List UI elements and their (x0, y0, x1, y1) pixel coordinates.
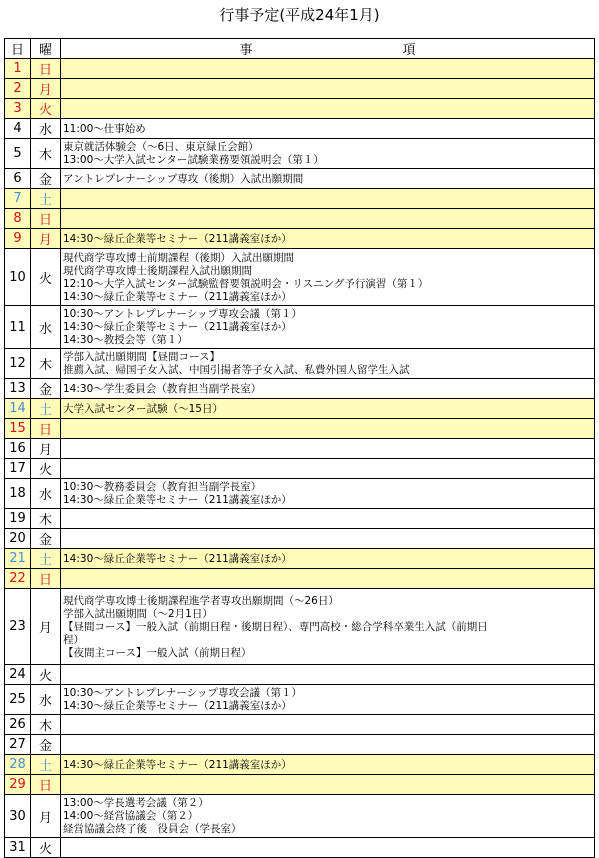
event-line: 14:30～緑丘企業等セミナー（211講義室ほか） (63, 552, 292, 565)
table-row (5, 795, 595, 838)
event-cell (61, 569, 595, 589)
weekday: 火 (31, 249, 61, 306)
weekday: 土 (31, 755, 61, 775)
event-line: 【昼間コース】一般入試（前期日程・後期日程）、専門高校・総合学科卒業生入試（前期日 (63, 620, 488, 633)
table-row (5, 755, 595, 775)
event-line: 推薦入試、帰国子女入試、中国引揚者等子女入試、私費外国人留学生入試 (63, 364, 410, 376)
event-line: 14:30～緑丘企業等セミナー（211講義室ほか） (63, 290, 292, 303)
event-line: 14:30～緑丘企業等セミナー（211講義室ほか） (63, 758, 292, 771)
day-number: 9 (5, 229, 31, 249)
event-cell (61, 99, 595, 119)
weekday: 月 (31, 439, 61, 459)
table-row (5, 589, 595, 665)
table-row (5, 569, 595, 589)
day-number: 30 (5, 795, 31, 838)
event-cell (61, 529, 595, 549)
weekday: 木 (31, 139, 61, 169)
event-cell (61, 775, 595, 795)
weekday: 水 (31, 685, 61, 715)
event-cell (61, 169, 595, 189)
event-line: 大学入試センター試験（～15日） (63, 402, 223, 415)
table-row (5, 79, 595, 99)
table-row (5, 189, 595, 209)
day-number: 10 (5, 249, 31, 306)
day-number: 5 (5, 139, 31, 169)
event-cell (61, 715, 595, 735)
day-number: 17 (5, 459, 31, 479)
table-row (5, 439, 595, 459)
table-row (5, 119, 595, 139)
weekday: 月 (31, 795, 61, 838)
day-number: 28 (5, 755, 31, 775)
table-row (5, 379, 595, 399)
day-number: 21 (5, 549, 31, 569)
table-row (5, 459, 595, 479)
event-cell (61, 685, 595, 715)
page-title: 行事予定(平成24年1月) (219, 6, 380, 24)
weekday: 金 (31, 169, 61, 189)
day-number: 22 (5, 569, 31, 589)
event-cell (61, 735, 595, 755)
schedule-table (4, 38, 595, 858)
weekday: 水 (31, 119, 61, 139)
event-cell (61, 79, 595, 99)
event-cell (61, 419, 595, 439)
table-row (5, 735, 595, 755)
event-line: 現代商学専攻博士後期課程入試出願期間 (63, 264, 252, 277)
event-cell (61, 189, 595, 209)
event-cell (61, 838, 595, 858)
event-line: 14:30～教授会等（第１） (63, 334, 188, 346)
day-number: 8 (5, 209, 31, 229)
day-number: 13 (5, 379, 31, 399)
event-cell (61, 379, 595, 399)
event-line: 11:00～仕事始め (63, 122, 146, 135)
header-day: 日 (5, 39, 31, 59)
day-number: 6 (5, 169, 31, 189)
event-line: 10:30～アントレプレナーシップ専攻会議（第１） (63, 687, 302, 699)
event-cell (61, 59, 595, 79)
weekday: 日 (31, 59, 61, 79)
event-line: 12:10～大学入試センター試験監督要領説明会・リスニング予行演習（第１） (63, 277, 429, 290)
weekday: 土 (31, 399, 61, 419)
day-number: 14 (5, 399, 31, 419)
event-line: 14:00～経営協議会（第２） (63, 810, 199, 822)
header-event-char-1: 事 (239, 43, 253, 58)
day-number: 29 (5, 775, 31, 795)
table-row (5, 139, 595, 169)
header-weekday: 曜 (31, 39, 61, 59)
weekday: 土 (31, 189, 61, 209)
day-number: 16 (5, 439, 31, 459)
event-line: 14:30～緑丘企業等セミナー（211講義室ほか） (63, 232, 292, 245)
event-line: アントレプレナーシップ専攻（後期）入試出願期間 (63, 172, 304, 185)
weekday: 水 (31, 306, 61, 349)
day-number: 19 (5, 509, 31, 529)
weekday: 火 (31, 838, 61, 858)
day-number: 23 (5, 589, 31, 665)
table-row (5, 399, 595, 419)
event-line: 程） (63, 633, 84, 646)
table-row (5, 838, 595, 858)
event-cell (61, 509, 595, 529)
weekday: 金 (31, 379, 61, 399)
event-line: 14:30～緑丘企業等セミナー（211講義室ほか） (63, 321, 292, 333)
day-number: 7 (5, 189, 31, 209)
event-cell (61, 306, 595, 349)
event-cell (61, 439, 595, 459)
table-row (5, 306, 595, 349)
table-row (5, 549, 595, 569)
event-line: 学部入試出願期間（～2月1日） (63, 607, 213, 620)
header-row (5, 39, 595, 59)
weekday: 月 (31, 589, 61, 665)
table-row (5, 479, 595, 509)
weekday: 日 (31, 569, 61, 589)
day-number: 24 (5, 665, 31, 685)
table-row (5, 775, 595, 795)
event-line: 10:30～教務委員会（教育担当副学長室） (63, 481, 262, 493)
table-row (5, 169, 595, 189)
event-cell (61, 795, 595, 838)
weekday: 火 (31, 665, 61, 685)
day-number: 2 (5, 79, 31, 99)
table-row (5, 685, 595, 715)
event-cell (61, 589, 595, 665)
event-line: 13:00～学長選考会議（第２） (63, 797, 209, 809)
event-line: 14:30～緑丘企業等セミナー（211講義室ほか） (63, 494, 292, 506)
event-line: 14:30～学生委員会（教育担当副学長室） (63, 382, 262, 395)
day-number: 31 (5, 838, 31, 858)
day-number: 12 (5, 349, 31, 379)
table-row (5, 99, 595, 119)
day-number: 11 (5, 306, 31, 349)
event-line: 現代商学専攻博士前期課程（後期）入試出願期間 (63, 251, 294, 264)
event-cell (61, 665, 595, 685)
day-number: 1 (5, 59, 31, 79)
table-row (5, 209, 595, 229)
event-line: 東京就活体験会（～6日、東京緑丘会館） (63, 141, 259, 153)
day-number: 27 (5, 735, 31, 755)
event-cell (61, 139, 595, 169)
event-cell (61, 349, 595, 379)
event-cell (61, 249, 595, 306)
event-cell (61, 755, 595, 775)
weekday: 日 (31, 419, 61, 439)
weekday: 木 (31, 715, 61, 735)
weekday: 金 (31, 529, 61, 549)
event-line: 現代商学専攻博士後期課程進学者専攻出願期間（～26日） (63, 594, 339, 607)
table-row (5, 229, 595, 249)
event-line: 経営協議会終了後 役員会（学長室） (63, 823, 242, 835)
event-cell (61, 209, 595, 229)
event-cell (61, 479, 595, 509)
table-row (5, 59, 595, 79)
day-number: 20 (5, 529, 31, 549)
weekday: 木 (31, 349, 61, 379)
weekday: 水 (31, 479, 61, 509)
day-number: 3 (5, 99, 31, 119)
header-events (61, 39, 595, 59)
event-cell (61, 229, 595, 249)
day-number: 15 (5, 419, 31, 439)
header-event-char-2: 項 (402, 43, 416, 58)
weekday: 金 (31, 735, 61, 755)
event-cell (61, 549, 595, 569)
event-cell (61, 399, 595, 419)
weekday: 火 (31, 459, 61, 479)
day-number: 26 (5, 715, 31, 735)
event-cell (61, 119, 595, 139)
event-line: 10:30～アントレプレナーシップ専攻会議（第１） (63, 308, 302, 320)
weekday: 土 (31, 549, 61, 569)
table-row (5, 349, 595, 379)
table-row (5, 665, 595, 685)
weekday: 月 (31, 229, 61, 249)
event-line: 13:00～大学入試センター試験業務要領説明会（第１） (63, 154, 324, 166)
weekday: 木 (31, 509, 61, 529)
event-line: 14:30～緑丘企業等セミナー（211講義室ほか） (63, 700, 292, 712)
weekday: 月 (31, 79, 61, 99)
day-number: 18 (5, 479, 31, 509)
weekday: 日 (31, 775, 61, 795)
table-row (5, 509, 595, 529)
table-row (5, 715, 595, 735)
table-row (5, 529, 595, 549)
day-number: 25 (5, 685, 31, 715)
table-row (5, 419, 595, 439)
event-cell (61, 459, 595, 479)
weekday: 火 (31, 99, 61, 119)
weekday: 日 (31, 209, 61, 229)
table-row (5, 249, 595, 306)
event-line: 【夜間主コース】一般入試（前期日程） (63, 646, 252, 659)
event-line: 学部入試出願期間【昼間コース】 (63, 351, 220, 363)
day-number: 4 (5, 119, 31, 139)
